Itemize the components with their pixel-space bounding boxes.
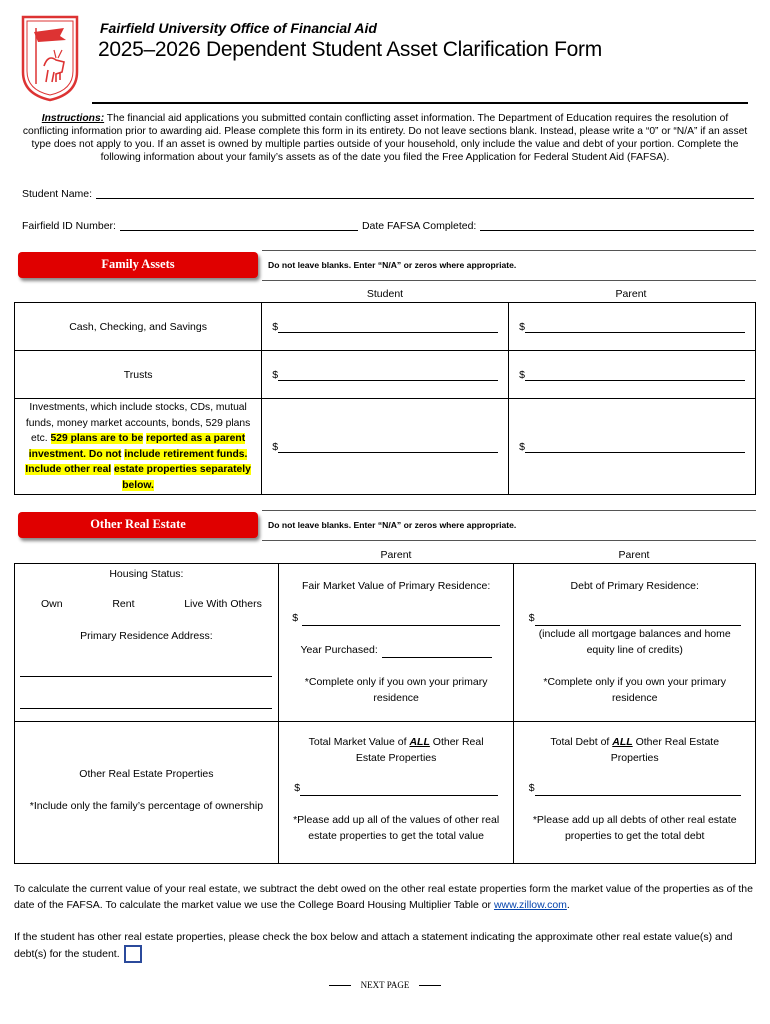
student-name-row [22,188,754,200]
total-market-post: Other Real Estate Properties [355,736,484,764]
other-real-estate-table [14,563,756,864]
next-page-label: NEXT PAGE [360,980,410,990]
blank-line [525,452,745,453]
row-label-cash: Cash, Checking, and Savings [15,303,262,351]
complete-if-own-note-2: *Complete only if you own your primary residence [543,676,727,704]
student-cash-input[interactable] [262,303,509,351]
student-investments-input[interactable] [262,399,509,495]
instructions-text: The financial aid applications you submitted contain conflicting asset information. The Department of Education requires the resolution of conflicting information prior to awarding aid. Please complete this form in its entirety. Do not leave sections blank. Instead, please write a “0” or “N/A” if an asset type does not apply to you. If an asset is owned by multiple parties outside of your household, only include the value and debt of your portion. Complete the following information about your family’s assets as of the date you filed the Free Application for Federal Student Aid (FAFSA). [22,113,748,163]
col-student: Student [366,288,404,300]
zillow-link[interactable]: www.zillow.com [493,899,567,911]
investments-highlight-2: reported as a parent investment. Do not [28,433,246,460]
total-market-pre: Total Market Value of [308,736,410,748]
col-parent: Parent [615,288,647,300]
blank-line [525,332,745,333]
total-debt-label [514,734,755,766]
parent-investments-input[interactable] [509,399,756,495]
fairfield-id-label: Fairfield ID Number: [22,220,116,232]
total-debt-input[interactable] [514,780,755,796]
dollar-sign: $ [528,782,535,794]
fmv-cell [278,564,514,722]
col-parent-2: Parent [618,549,650,561]
table-row [15,399,756,495]
year-purchased-input[interactable] [382,657,492,658]
total-debt-post: Other Real Estate Properties [610,736,720,764]
dollar-sign: $ [272,368,279,381]
investments-highlight-1: 529 plans are to be [50,433,144,444]
fmv-input[interactable] [279,610,514,626]
total-debt-pre: Total Debt of [550,736,613,748]
student-properties-checkbox[interactable] [124,945,142,963]
section-rule-bottom [262,280,756,281]
dollar-sign: $ [294,782,301,794]
dollar-sign: $ [528,612,535,624]
dollar-sign: $ [272,320,279,333]
parent-trusts-input[interactable] [509,351,756,399]
footer-rule-left [329,985,351,986]
col-parent-1: Parent [380,549,412,561]
calc-text-end: . [566,899,570,911]
address-line-2-input[interactable] [20,708,272,709]
instructions [22,112,748,164]
family-assets-note: Do not leave blanks. Enter “N/A” or zeros where appropriate. [268,260,517,270]
instructions-label: Instructions: [41,113,105,124]
family-assets-table [14,302,756,495]
header-rule [92,102,748,104]
dollar-sign: $ [272,440,279,453]
housing-own-option[interactable]: Own [41,598,63,610]
primary-address-label: Primary Residence Address: [80,630,213,642]
university-seal-logo [20,14,80,102]
fafsa-date-input[interactable] [480,220,754,231]
total-debt-all: ALL [612,736,633,748]
student-trusts-input[interactable] [262,351,509,399]
total-debt-note: *Please add up all debts of other real estate properties to get the total debt [532,814,737,842]
total-debt-cell [514,722,756,864]
total-market-input[interactable] [279,780,514,796]
office-name: Fairfield University Office of Financial Aid [100,20,377,36]
student-properties-text: If the student has other real estate properties, please check the box below and attach a statement indicating the approximate other real estate value(s) and debt(s) for the student. [14,931,733,960]
section-rule-top [262,250,756,251]
section-rule-top-2 [262,510,756,511]
student-properties-paragraph [14,929,754,963]
section-rule-bottom-2 [262,540,756,541]
investments-highlight-3: include retirement funds. Include other real [25,448,248,475]
total-market-all: ALL [409,736,430,748]
debt-label: Debt of Primary Residence: [570,580,699,592]
fairfield-id-input[interactable] [120,220,358,231]
other-props-label: Other Real Estate Properties [79,768,214,780]
other-props-cell [15,722,279,864]
other-props-note: *Include only the family’s percentage of ownership [29,800,264,812]
other-real-estate-banner: Other Real Estate [18,512,258,538]
parent-cash-input[interactable] [509,303,756,351]
complete-if-own-note-1: *Complete only if you own your primary residence [304,676,488,704]
dollar-sign: $ [519,320,525,333]
blank-line [535,795,741,796]
row-label-trusts: Trusts [15,351,262,399]
housing-status-label: Housing Status: [109,568,184,580]
student-name-label: Student Name: [22,188,93,200]
total-market-cell [278,722,514,864]
blank-line [278,332,498,333]
form-title: 2025–2026 Dependent Student Asset Clarification Form [98,38,602,61]
dollar-sign: $ [292,612,299,624]
table-row [15,722,756,864]
family-assets-banner: Family Assets [18,252,258,278]
footer-rule-right [419,985,441,986]
id-date-row [22,220,754,232]
table-row [15,303,756,351]
fmv-label: Fair Market Value of Primary Residence: [301,580,491,592]
table-row [15,351,756,399]
blank-line [278,452,498,453]
total-market-label [279,734,514,766]
dollar-sign: $ [519,440,525,453]
blank-line [300,795,498,796]
other-real-estate-note: Do not leave blanks. Enter “N/A” or zeros where appropriate. [268,520,517,530]
total-market-note: *Please add up all of the values of other real estate properties to get the total value [293,814,500,842]
housing-options [15,582,278,612]
address-line-1-input[interactable] [20,676,272,677]
debt-cell [514,564,756,722]
blank-line [302,625,500,626]
table-row [15,564,756,722]
blank-line [525,380,745,381]
dollar-sign: $ [519,368,525,381]
fafsa-date-label: Date FAFSA Completed: [361,220,477,232]
calculation-paragraph [14,881,754,913]
investments-text: Investments, which include stocks, CDs, mutual funds, money market accounts, bonds, 529 plans etc. [25,402,251,444]
housing-live-with-others-option[interactable]: Live With Others [184,598,262,610]
housing-cell [15,564,279,722]
debt-input[interactable] [514,610,755,626]
housing-rent-option[interactable]: Rent [112,598,135,610]
debt-note: (include all mortgage balances and home equity line of credits) [538,628,731,656]
calc-text: To calculate the current value of your real estate, we subtract the debt owed on the other real estate properties form the market value of the properties as of the date of the FAFSA. To calculate the market value we use the College Board Housing Multiplier Table or [14,883,753,911]
row-label-investments [15,399,262,495]
year-purchased-row [279,642,514,658]
investments-highlight-4: estate properties separately below. [114,464,251,491]
student-name-input[interactable] [96,188,754,199]
next-page-footer [0,980,770,990]
blank-line [278,380,498,381]
year-purchased-label: Year Purchased: [300,644,378,656]
